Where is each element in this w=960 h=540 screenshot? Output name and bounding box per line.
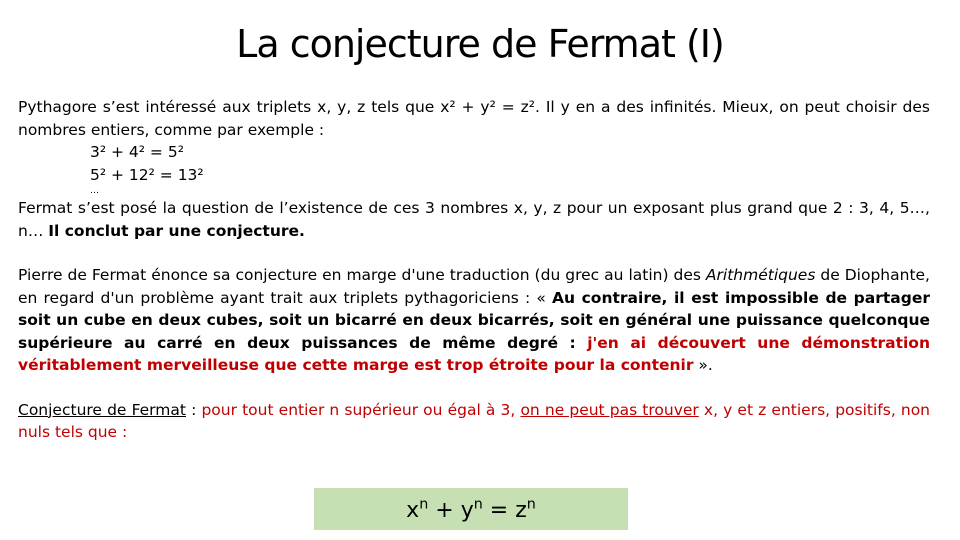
conjecture-text: pour tout entier n supérieur ou égal à 3, [201, 400, 521, 419]
bold-text: Il conclut par une conjecture. [48, 221, 305, 240]
paragraph-fermat-question [18, 197, 930, 242]
exponent: n [473, 496, 483, 513]
paragraph-text: Fermat s’est posé la question de l’existence de ces 3 nombres x, y, z pour un exposant plus grand que 2 : 3, 4, 5…, n… [18, 199, 930, 240]
slide-body [18, 96, 930, 444]
conjecture-text: x, y et z entiers, positifs, non nuls tels que : [18, 400, 931, 441]
plus-sign: + [428, 498, 461, 523]
formula-z: z [515, 498, 527, 523]
example-equation: 3² + 4² = 5² [90, 143, 184, 161]
conjecture-underlined: on ne peut pas trouver [520, 400, 699, 419]
red-quote: j'en ai découvert une démonstration véritablement merveilleuse que cette marge est trop étroite pour la contenir [18, 333, 930, 374]
paragraph-text: Pierre de Fermat énonce sa conjecture en marge d'une traduction (du grec au latin) des [18, 266, 706, 284]
ellipsis: … [90, 186, 99, 196]
formula-x: x [406, 498, 420, 523]
bold-quote: Au contraire, il est impossible de partager soit un cube en deux cubes, soit un bicarré en deux bicarrés, soit en général une puissance quelconque supérieure au carré en deux puissances de même degré : [18, 288, 930, 352]
conjecture-label: Conjecture de Fermat [18, 400, 186, 419]
example-equation: 5² + 12² = 13² [90, 165, 204, 184]
exponent: n [419, 496, 429, 513]
exponent: n [526, 496, 536, 513]
colon: : [185, 400, 202, 419]
paragraph-text: Pythagore s’est intéressé aux triplets x, y, z tels que x² + y² = z². Il y en a des infinités. Mieux, on peut choisir des nombres entiers, comme par exemple : [18, 98, 930, 139]
paragraph-fermat-margin [18, 264, 930, 377]
slide-title: La conjecture de Fermat (I) [236, 22, 724, 66]
paragraph-text: de Diophante, en regard d'un problème ayant trait aux triplets pythagoriciens : « [18, 266, 930, 307]
formula-y: y [460, 498, 474, 523]
paragraph-text: ». [693, 356, 713, 374]
paragraph-conjecture [18, 399, 930, 444]
formula-box [314, 488, 628, 530]
italic-title: Arithmétiques [705, 266, 816, 284]
equals-sign: = [482, 498, 516, 523]
paragraph-pythagore [18, 96, 930, 141]
